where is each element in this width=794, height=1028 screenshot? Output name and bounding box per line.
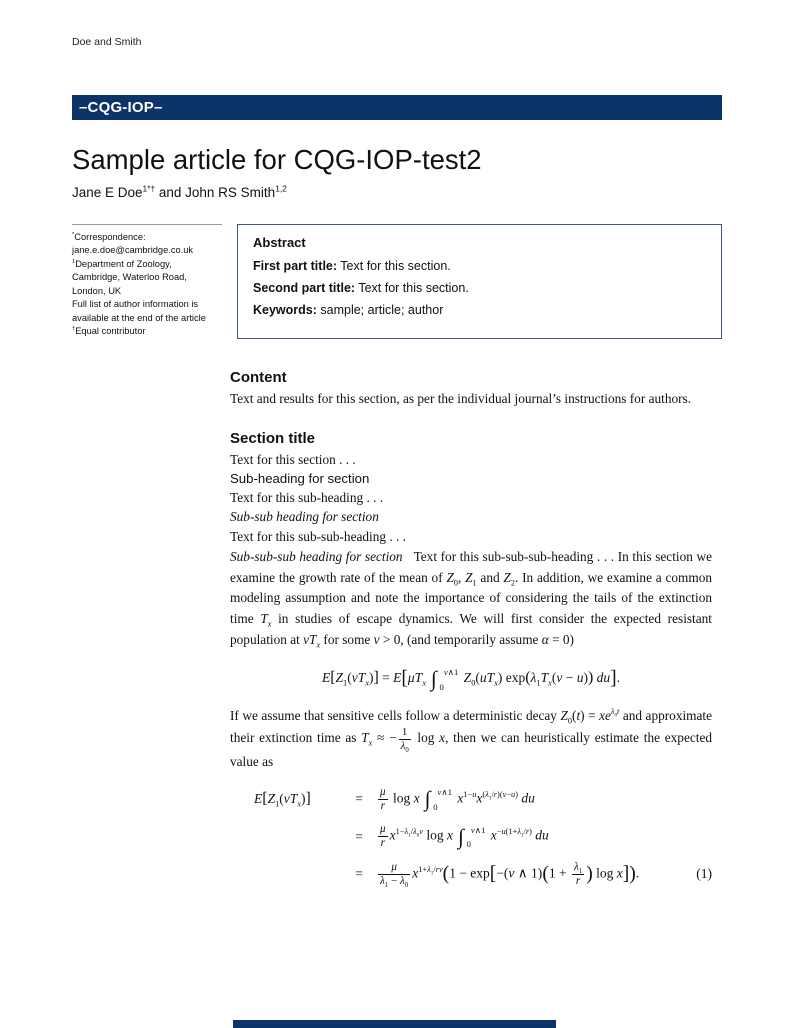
subsection-heading: Sub-heading for section xyxy=(230,470,370,486)
correspondence-line: available at the end of the article xyxy=(72,312,206,323)
equation-lhs: $E[Z_1(vT_x)]$ xyxy=(254,790,311,809)
journal-banner xyxy=(72,95,722,120)
equation-row xyxy=(230,823,712,849)
abstract-item xyxy=(253,259,706,273)
abstract-item-label: Keywords: xyxy=(253,303,317,317)
correspondence-email: jane.e.doe@cambridge.co.uk xyxy=(72,245,194,256)
equation-rhs: $\frac{\mu}{r}$ log x ∫ v∧1 0 $x^{1-u}x^{(\lambda_1/r)(v-u)}$ du xyxy=(380,786,535,813)
correspondence-line: †Equal contributor xyxy=(72,326,146,337)
subsubsection-paragraph: Text for this sub-sub-heading . . . xyxy=(230,528,406,544)
footer-bar xyxy=(233,1020,556,1028)
abstract-item-label: Second part title: xyxy=(253,281,356,295)
run-in-paragraph xyxy=(230,547,712,650)
section-paragraph: Text for this section . . . xyxy=(230,452,356,468)
correspondence-line: $^1$Department of Zoology, xyxy=(72,258,172,269)
equals-sign: = xyxy=(355,828,363,844)
correspondence-block xyxy=(72,224,222,339)
article-body xyxy=(230,369,712,888)
running-head: Doe and Smith xyxy=(72,36,142,48)
equation-display: $E[Z_1(vT_x)] = E[\mu T_x$ ∫ v∧1 0 $Z_0(uT_x) \exp(\lambda_1T_x(v - u))$ du]. xyxy=(321,667,621,692)
content-paragraph: Text and results for this section, as per the individual journal’s instructions for authors. xyxy=(230,390,692,406)
correspondence-line: *Correspondence: xyxy=(72,231,146,242)
abstract-box xyxy=(237,224,722,339)
equation-number: (1) xyxy=(696,866,712,882)
section-heading: Section title xyxy=(230,430,316,448)
content-heading: Content xyxy=(230,368,287,386)
abstract-item-label: First part title: xyxy=(253,259,338,273)
correspondence-line: Cambridge, Waterloo Road, xyxy=(72,272,187,283)
equation-rhs: $\frac{\mu}{\lambda_1 - \lambda_0}$ $x^{1+\lambda_1/rv}(1 - \exp[-(v$ ∧ 1)(1 + $\frac{\lambda_1}{r}$ ) log x]). xyxy=(380,860,640,889)
equation-rhs: $\frac{\mu}{r}$ $x^{1-\lambda_1/\lambda_0v}$ log x ∫ v∧1 0 $x^{-u(1+\lambda_1/r)}$ du xyxy=(380,823,549,850)
equals-sign: = xyxy=(355,791,363,807)
abstract-item xyxy=(253,281,706,295)
run-in-body: Text for this sub-sub-sub-heading . . . In this section we examine the growth rate of the mean of $Z_0$, $Z_1$ and $Z_2$. In addition, we examine a common modeling assumption and note the importance of considering the tails of the extinction time $T_x$ in studies of escape dynamics. We will first consider the expected resistant population at $vT_x$ for some v > 0, (and temporarily assume α = 0) xyxy=(230,549,712,650)
correspondence-line: Full list of author information is xyxy=(72,299,199,310)
correspondence-line: London, UK xyxy=(72,285,122,296)
abstract-heading: Abstract xyxy=(253,235,306,250)
abstract-keywords xyxy=(253,303,706,317)
abstract-item-text: Text for this section. xyxy=(337,259,451,273)
run-in-heading: Sub-sub-sub heading for section xyxy=(230,549,403,565)
equals-sign: = xyxy=(355,866,363,882)
abstract-item-text: Text for this section. xyxy=(355,281,469,295)
equation-row xyxy=(230,861,712,887)
info-row xyxy=(72,224,722,339)
abstract-item-text: sample; article; author xyxy=(316,303,444,317)
journal-banner-label: –CQG-IOP– xyxy=(79,99,163,116)
subsubsection-heading: Sub-sub heading for section xyxy=(230,508,379,524)
equation-array xyxy=(230,786,712,887)
subsection-paragraph: Text for this sub-heading . . . xyxy=(230,489,384,505)
article-title: Sample article for CQG-IOP-test2 xyxy=(72,144,482,175)
author-line: Jane E Doe$^{1*\dagger}$ and John RS Smith$^{1,2}$ xyxy=(72,183,287,200)
equation-row xyxy=(230,786,712,812)
body-paragraph: If we assume that sensitive cells follow a deterministic decay $Z_0(t) = xe^{\lambda_0t}$ and approximate their extinction time as $T_x$ ≈ − $\frac{1}{\lambda_0}$ log x, then we can heuristically estimate the expected value as xyxy=(230,707,713,770)
